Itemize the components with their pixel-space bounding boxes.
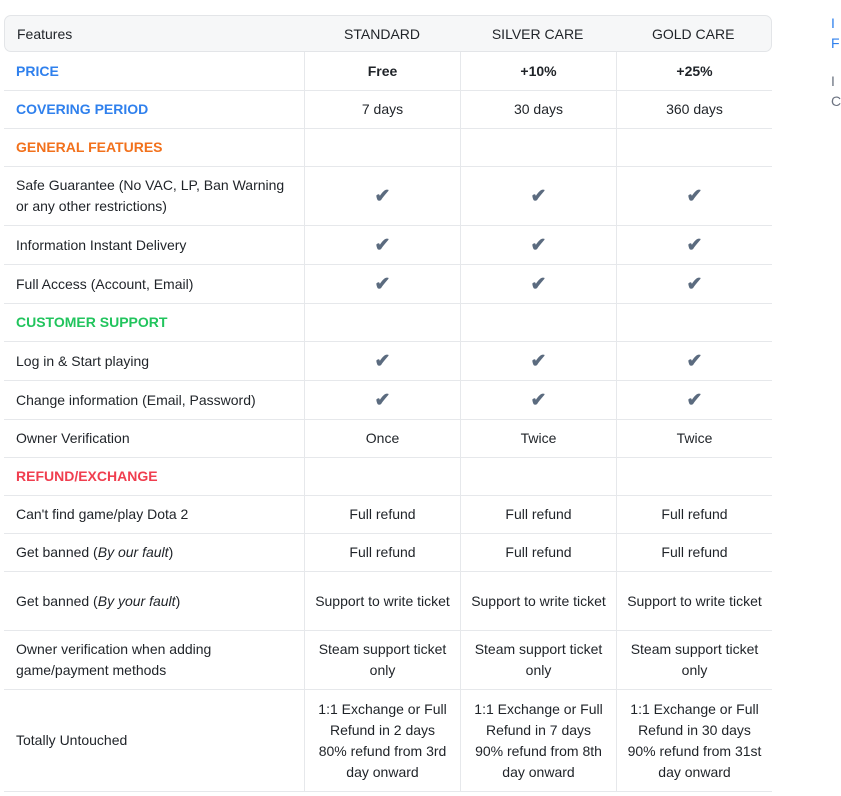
- value-gold-care: Support to write ticket: [616, 572, 772, 630]
- side-text-fragment: [831, 71, 841, 111]
- table-row: [4, 342, 772, 381]
- side-text-3: I: [831, 73, 835, 89]
- feature-label-text: Information Instant Delivery: [16, 236, 187, 253]
- feature-label-text: Safe Guarantee (No VAC, LP, Ban Warning or any other restrictions): [16, 177, 285, 214]
- table-row: [4, 226, 772, 265]
- value-silver-care: Full refund: [460, 496, 616, 533]
- value-standard: Full refund: [304, 534, 460, 571]
- value-gold-care: Twice: [616, 420, 772, 457]
- value-silver-care: Full refund: [460, 534, 616, 571]
- value-gold-care: [616, 458, 772, 495]
- value-silver-care: [460, 458, 616, 495]
- check-icon-gold-care: ✔: [616, 167, 772, 225]
- check-icon-gold-care: ✔: [616, 342, 772, 380]
- feature-label: [4, 381, 304, 419]
- feature-label-text: Get banned (: [16, 592, 98, 609]
- feature-label: [4, 572, 304, 630]
- feature-label: [4, 496, 304, 533]
- feature-label-italic: By your fault: [97, 592, 176, 609]
- feature-label: [4, 167, 304, 225]
- feature-label-text: Change information (Email, Password): [16, 391, 256, 408]
- check-icon-silver-care: ✔: [460, 265, 616, 303]
- table-row: [4, 381, 772, 420]
- value-gold-care: 360 days: [616, 91, 772, 128]
- check-icon-standard: ✔: [304, 342, 460, 380]
- feature-label: [4, 265, 304, 303]
- feature-label: [4, 226, 304, 264]
- header-standard: STANDARD: [344, 25, 421, 42]
- value-standard: Support to write ticket: [304, 572, 460, 630]
- check-icon-silver-care: ✔: [460, 226, 616, 264]
- section-heading: [4, 304, 304, 341]
- feature-label-text: Log in & Start playing: [16, 352, 150, 369]
- table-row: [4, 572, 772, 631]
- feature-label-text: Full Access (Account, Email): [16, 275, 194, 292]
- feature-label-text: Owner Verification: [16, 430, 130, 446]
- feature-label-suffix: ): [168, 544, 174, 560]
- check-icon-gold-care: ✔: [616, 381, 772, 419]
- feature-label-text: Get banned (: [16, 544, 98, 560]
- table-row: [4, 458, 772, 496]
- value-standard: [304, 129, 460, 166]
- value-standard: Once: [304, 420, 460, 457]
- value-gold-care: +25%: [616, 52, 772, 90]
- value-standard: 1:1 Exchange or Full Refund in 2 days 80% refund from 3rd day onward: [304, 690, 460, 791]
- table-row: [4, 496, 772, 534]
- check-icon-standard: ✔: [304, 226, 460, 264]
- header-gold-care: GOLD CARE: [651, 25, 735, 42]
- check-icon-gold-care: ✔: [616, 226, 772, 264]
- header-silver-care: SILVER CARE: [491, 25, 584, 42]
- section-heading: [4, 52, 304, 90]
- value-standard: Full refund: [304, 496, 460, 533]
- value-standard: 7 days: [304, 91, 460, 128]
- feature-label-text: CUSTOMER SUPPORT: [16, 314, 168, 330]
- table-row: [4, 631, 772, 690]
- value-silver-care: +10%: [460, 52, 616, 90]
- value-silver-care: Steam support ticket only: [460, 631, 616, 689]
- table-row: [4, 534, 772, 572]
- value-standard: [304, 458, 460, 495]
- feature-label: [4, 342, 304, 380]
- side-text-4: C: [831, 93, 841, 109]
- value-gold-care: Full refund: [616, 534, 772, 571]
- value-gold-care: [616, 129, 772, 166]
- value-gold-care: Steam support ticket only: [616, 631, 772, 689]
- feature-label-italic: By our fault: [97, 544, 169, 560]
- value-standard: Free: [304, 52, 460, 90]
- table-row: [4, 167, 772, 226]
- section-heading: [4, 129, 304, 166]
- feature-label: [4, 534, 304, 571]
- feature-label-text: COVERING PERIOD: [16, 101, 149, 117]
- table-body: [4, 52, 772, 792]
- feature-label-text: Totally Untouched: [16, 732, 128, 748]
- table-row: [4, 129, 772, 167]
- feature-label-text: REFUND/EXCHANGE: [16, 468, 158, 484]
- value-gold-care: 1:1 Exchange or Full Refund in 30 days 90% refund from 31st day onward: [616, 690, 772, 791]
- feature-label: [4, 420, 304, 457]
- side-link-fragment[interactable]: [831, 13, 840, 53]
- check-icon-standard: ✔: [304, 381, 460, 419]
- check-icon-gold-care: ✔: [616, 265, 772, 303]
- table-header: [4, 15, 772, 52]
- value-gold-care: [616, 304, 772, 341]
- check-icon-silver-care: ✔: [460, 381, 616, 419]
- header-features: Features: [17, 25, 73, 42]
- table-row: [4, 52, 772, 91]
- feature-label-suffix: ): [175, 592, 181, 609]
- table-row: [4, 420, 772, 458]
- check-icon-silver-care: ✔: [460, 167, 616, 225]
- section-heading: [4, 91, 304, 128]
- table-row: [4, 304, 772, 342]
- feature-label: [4, 690, 304, 791]
- value-silver-care: [460, 129, 616, 166]
- check-icon-standard: ✔: [304, 265, 460, 303]
- table-row: [4, 690, 772, 792]
- check-icon-standard: ✔: [304, 167, 460, 225]
- table-row: [4, 265, 772, 304]
- value-standard: [304, 304, 460, 341]
- plans-comparison-table: [4, 15, 772, 792]
- value-silver-care: 1:1 Exchange or Full Refund in 7 days 90% refund from 8th day onward: [460, 690, 616, 791]
- feature-label-text: GENERAL FEATURES: [16, 139, 163, 155]
- feature-label: [4, 631, 304, 689]
- feature-label-text: Owner verification when adding game/payment methods: [16, 641, 212, 678]
- value-silver-care: Twice: [460, 420, 616, 457]
- side-text-1: I: [831, 15, 835, 31]
- section-heading: [4, 458, 304, 495]
- check-icon-silver-care: ✔: [460, 342, 616, 380]
- value-gold-care: Full refund: [616, 496, 772, 533]
- feature-label-text: PRICE: [16, 62, 59, 79]
- value-silver-care: Support to write ticket: [460, 572, 616, 630]
- value-silver-care: [460, 304, 616, 341]
- value-standard: Steam support ticket only: [304, 631, 460, 689]
- side-text-2: F: [831, 35, 840, 51]
- feature-label-text: Can't find game/play Dota 2: [16, 506, 189, 522]
- table-row: [4, 91, 772, 129]
- value-silver-care: 30 days: [460, 91, 616, 128]
